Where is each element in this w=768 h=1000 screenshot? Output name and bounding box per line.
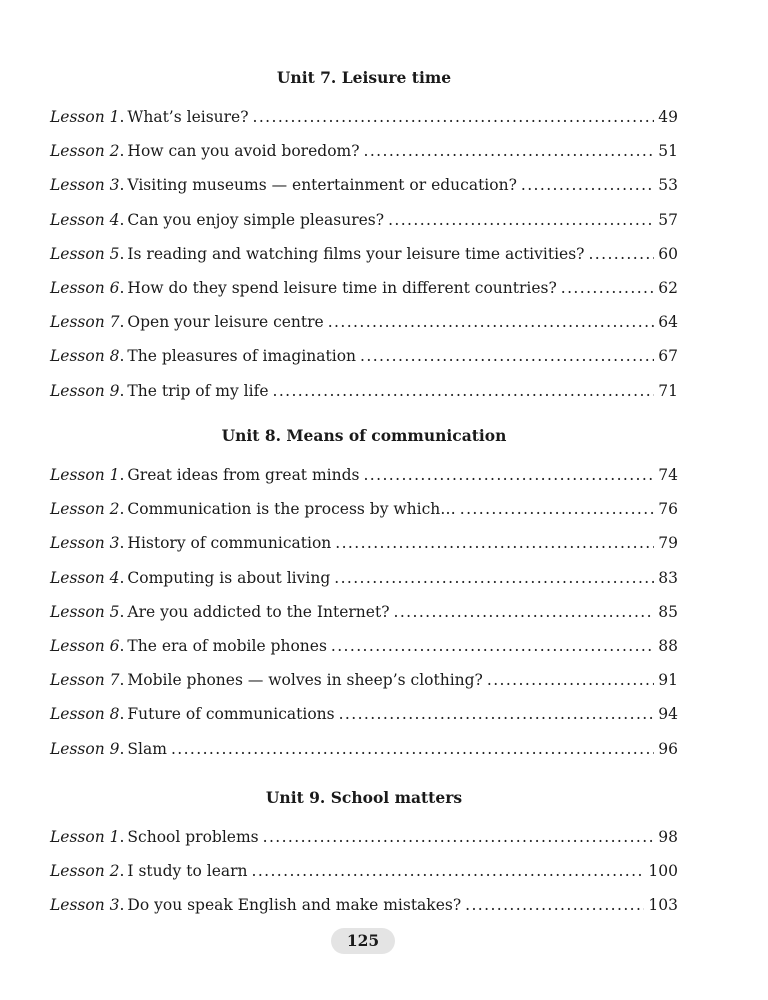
dot-leader [253, 100, 655, 134]
dot-leader [334, 561, 654, 595]
lesson-page: 103 [648, 896, 678, 915]
dot-leader [171, 732, 654, 766]
lesson-page: 49 [658, 108, 678, 126]
lesson-title: Great ideas from great minds [127, 466, 360, 484]
unit-title: Unit 8. Means of communication [221, 426, 507, 445]
lesson-label: Lesson 5 [50, 602, 120, 621]
lesson-label: Lesson 8 [50, 347, 120, 366]
dot-leader [335, 526, 654, 560]
page-number: 125 [331, 928, 395, 954]
unit-section [50, 424, 678, 766]
unit-section [50, 66, 678, 408]
lesson-page: 60 [658, 244, 678, 263]
lesson-title: School problems [127, 828, 259, 846]
toc-entry[interactable]: Lesson 2 . How can you avoid boredom? ..... 51 [50, 134, 678, 168]
lesson-label: Lesson 7 [50, 313, 120, 332]
dot-leader [521, 168, 654, 202]
dot-leader [465, 888, 644, 922]
lesson-label: Lesson 1 [50, 108, 120, 126]
lesson-label: Lesson 9 [50, 381, 120, 400]
lesson-page: 100 [648, 862, 678, 881]
lesson-label: Lesson 1 [50, 466, 120, 484]
lesson-page: 51 [658, 142, 678, 161]
lesson-label: Lesson 5 [50, 244, 120, 263]
dot-leader [561, 271, 654, 305]
toc-entry[interactable]: Lesson 1 . School problems ..... 98 [50, 820, 678, 854]
lesson-page: 98 [658, 828, 678, 846]
lesson-label: Lesson 8 [50, 705, 120, 724]
toc-entry[interactable]: Lesson 9 . Slam ..... 96 [50, 732, 678, 766]
toc-entry[interactable]: Lesson 3 . Visiting museums — entertainment or education? ..... 53 [50, 168, 678, 202]
lesson-title: Do you speak English and make mistakes? [127, 896, 462, 915]
toc-entry[interactable]: Lesson 2 . Communication is the process by which… ..... 76 [50, 492, 678, 526]
toc-entry[interactable]: Lesson 4 . Can you enjoy simple pleasures? ..... 57 [50, 203, 678, 237]
toc-entry[interactable]: Lesson 6 . How do they spend leisure time in different countries? ..... 62 [50, 271, 678, 305]
lesson-page: 64 [658, 313, 678, 332]
lesson-page: 53 [658, 176, 678, 195]
toc-entry[interactable]: Lesson 1 . What’s leisure? ..... 49 [50, 100, 678, 134]
lesson-label: Lesson 3 [50, 534, 120, 553]
lesson-title: Computing is about living [127, 568, 331, 587]
dot-leader [394, 595, 655, 629]
lesson-title: Is reading and watching films your leisure time activities? [127, 244, 585, 263]
toc-entry[interactable]: Lesson 3 . Do you speak English and make mistakes? ..... 103 [50, 888, 678, 922]
lesson-label: Lesson 6 [50, 636, 120, 655]
lesson-title: How do they spend leisure time in different countries? [127, 278, 557, 297]
toc-entry[interactable]: Lesson 6 . The era of mobile phones ..... 88 [50, 629, 678, 663]
toc-entry[interactable]: Lesson 8 . The pleasures of imagination ..... 67 [50, 339, 678, 373]
lesson-label: Lesson 6 [50, 278, 120, 297]
lesson-page: 85 [658, 602, 678, 621]
lesson-page: 94 [658, 705, 678, 724]
lesson-title: What’s leisure? [127, 108, 249, 126]
dot-leader [460, 492, 655, 526]
toc-entry[interactable]: Lesson 9 . The trip of my life ..... 71 [50, 374, 678, 408]
lesson-label: Lesson 3 [50, 176, 120, 195]
lesson-label: Lesson 9 [50, 739, 120, 758]
unit-title: Unit 9. School matters [265, 788, 463, 807]
unit-section [50, 786, 678, 923]
dot-leader [328, 305, 655, 339]
lesson-page: 71 [658, 381, 678, 400]
lesson-page: 76 [658, 500, 678, 519]
dot-leader [273, 374, 655, 408]
toc-entry[interactable]: Lesson 8 . Future of communications ..... 94 [50, 697, 678, 731]
lesson-page: 83 [658, 568, 678, 587]
toc-entry[interactable]: Lesson 5 . Is reading and watching films your leisure time activities? ..... 60 [50, 237, 678, 271]
lesson-title: The era of mobile phones [127, 636, 327, 655]
lesson-page: 79 [658, 534, 678, 553]
toc-entry[interactable]: Lesson 2 . I study to learn ..... 100 [50, 854, 678, 888]
dot-leader [252, 854, 645, 888]
dot-leader [263, 820, 655, 854]
lesson-title: I study to learn [127, 862, 248, 881]
toc-entry[interactable]: Lesson 7 . Open your leisure centre ..... 64 [50, 305, 678, 339]
lesson-title: Slam [127, 739, 167, 758]
lesson-page: 91 [658, 671, 678, 690]
lesson-label: Lesson 2 [50, 500, 120, 519]
lesson-page: 74 [658, 466, 678, 484]
lesson-label: Lesson 7 [50, 671, 120, 690]
lesson-page: 67 [658, 347, 678, 366]
dot-leader [363, 458, 654, 492]
lesson-title: Mobile phones — wolves in sheep’s clothing? [127, 671, 483, 690]
toc-entry[interactable]: Lesson 5 . Are you addicted to the Internet? ..... 85 [50, 595, 678, 629]
dot-leader [339, 697, 655, 731]
toc-entry[interactable]: Lesson 1 . Great ideas from great minds ..... 74 [50, 458, 678, 492]
lesson-title: Visiting museums — entertainment or education? [127, 176, 517, 195]
dot-leader [388, 203, 654, 237]
lesson-page: 88 [658, 636, 678, 655]
lesson-title: Are you addicted to the Internet? [127, 602, 390, 621]
lesson-label: Lesson 2 [50, 862, 120, 881]
dot-leader [331, 629, 654, 663]
lesson-label: Lesson 2 [50, 142, 120, 161]
unit-title: Unit 7. Leisure time [276, 68, 452, 87]
lesson-title: Can you enjoy simple pleasures? [127, 210, 385, 229]
lesson-label: Lesson 3 [50, 896, 120, 915]
lesson-title: Future of communications [127, 705, 335, 724]
lesson-title: The pleasures of imagination [127, 347, 357, 366]
lesson-title: History of communication [127, 534, 332, 553]
dot-leader [360, 339, 654, 373]
dot-leader [364, 134, 655, 168]
dot-leader [487, 663, 654, 697]
dot-leader [588, 237, 654, 271]
toc-entry[interactable]: Lesson 4 . Computing is about living ..... 83 [50, 561, 678, 595]
lesson-page: 62 [658, 278, 678, 297]
lesson-title: How can you avoid boredom? [127, 142, 360, 161]
lesson-title: Communication is the process by which… [127, 500, 456, 519]
lesson-page: 57 [658, 210, 678, 229]
lesson-label: Lesson 1 [50, 828, 120, 846]
toc-entry[interactable]: Lesson 7 . Mobile phones — wolves in sheep’s clothing? ..... 91 [50, 663, 678, 697]
toc-entry[interactable]: Lesson 3 . History of communication ..... 79 [50, 526, 678, 560]
lesson-label: Lesson 4 [50, 568, 120, 587]
lesson-title: Open your leisure centre [127, 313, 324, 332]
lesson-page: 96 [658, 739, 678, 758]
lesson-title: The trip of my life [127, 381, 269, 400]
lesson-label: Lesson 4 [50, 210, 120, 229]
